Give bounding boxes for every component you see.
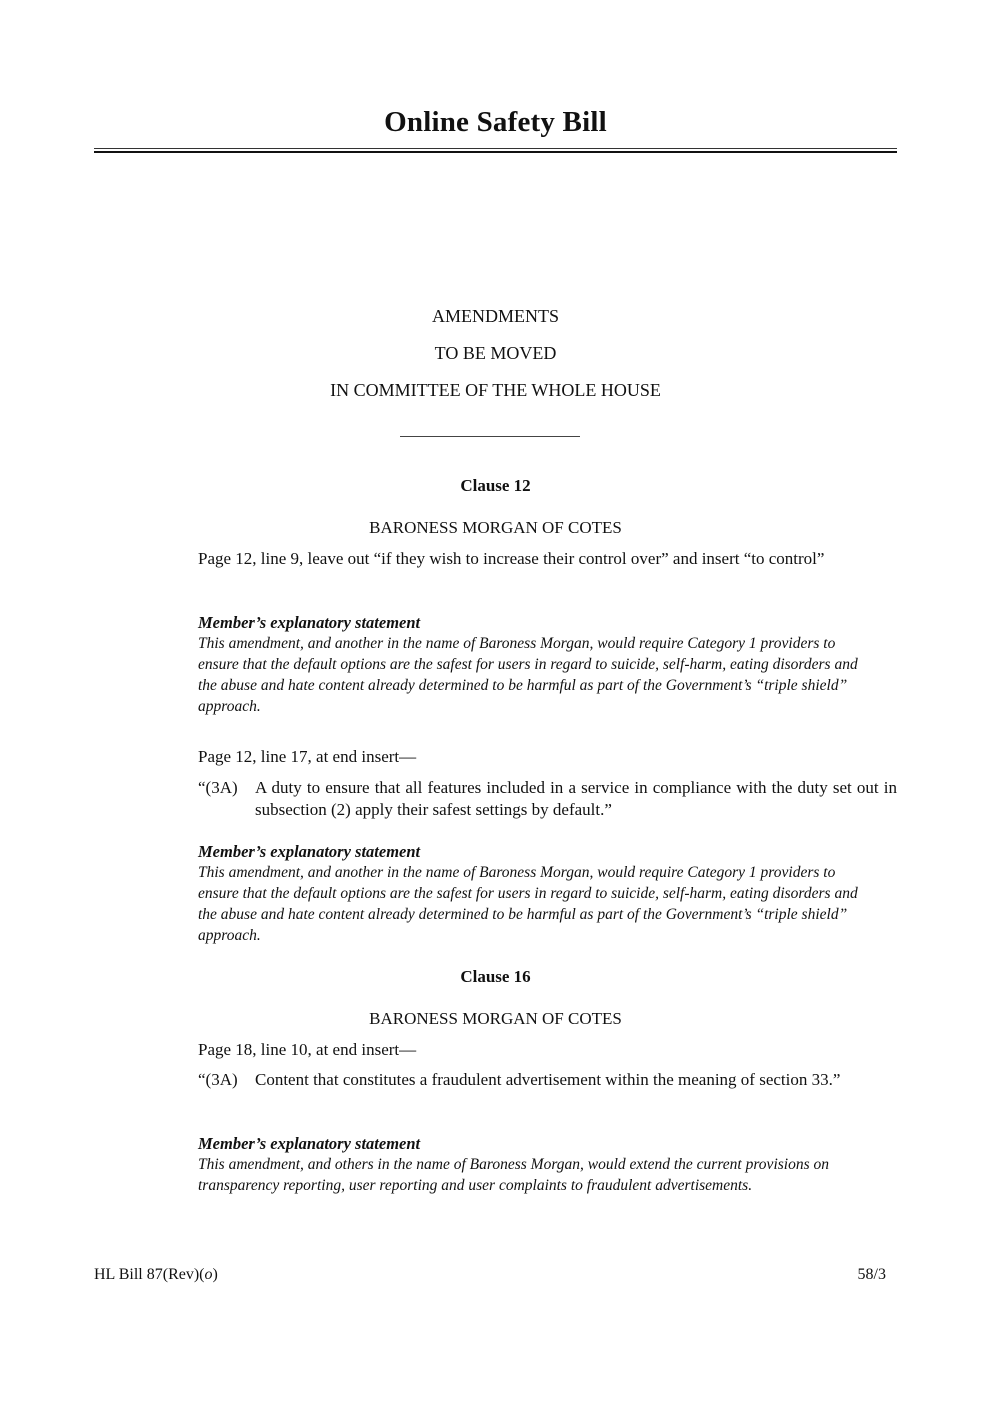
heading-line-2: TO BE MOVED bbox=[434, 343, 557, 363]
insert-number: “(3A) bbox=[198, 1070, 238, 1089]
title-rule-thick bbox=[94, 151, 897, 153]
clause-heading: Clause 16 bbox=[460, 967, 531, 986]
bill-ref-suffix: ) bbox=[212, 1266, 218, 1283]
explanatory-text: This amendment, and others in the name of Baroness Morgan, would extend the current provisions on transparency reporting, user reporting and user complaints to fraudulent advertisements. bbox=[198, 1156, 829, 1194]
title-rule-thin bbox=[94, 148, 897, 149]
bill-ref-italic: o bbox=[204, 1266, 213, 1283]
bill-ref-prefix: HL Bill 87(Rev)( bbox=[94, 1266, 205, 1283]
bill-reference bbox=[94, 1266, 218, 1284]
member-name: BARONESS MORGAN OF COTES bbox=[369, 1009, 622, 1028]
insert-text: Content that constitutes a fraudulent advertisement within the meaning of section 33.” bbox=[255, 1070, 841, 1089]
amendment-instruction: Page 18, line 10, at end insert— bbox=[198, 1040, 417, 1059]
amendment-instruction: Page 12, line 17, at end insert— bbox=[198, 747, 417, 766]
insert-text: A duty to ensure that all features included in a service in compliance with the duty set out in subsection (2) apply their safest settings by default.” bbox=[255, 778, 897, 819]
clause-heading: Clause 12 bbox=[460, 476, 531, 495]
member-name: BARONESS MORGAN OF COTES bbox=[369, 518, 622, 537]
heading-line-1: AMENDMENTS bbox=[431, 306, 559, 326]
insert-number: “(3A) bbox=[198, 778, 238, 797]
explanatory-heading: Member’s explanatory statement bbox=[198, 613, 421, 632]
explanatory-statement bbox=[198, 1133, 868, 1196]
heading-line-3: IN COMMITTEE OF THE WHOLE HOUSE bbox=[330, 380, 661, 400]
heading-divider bbox=[400, 436, 580, 437]
explanatory-statement bbox=[198, 612, 868, 717]
amendment-instruction: Page 12, line 9, leave out “if they wish to increase their control over” and insert “to control” bbox=[198, 549, 825, 568]
inserted-text bbox=[198, 1069, 897, 1091]
explanatory-text: This amendment, and another in the name of Baroness Morgan, would require Category 1 providers to ensure that the default options are the safest for users in regard to suicide, self-harm, eating disorders and the abuse and hate content already determined to be harmful as part of the Government’s “triple shield” approach. bbox=[198, 635, 858, 715]
explanatory-text: This amendment, and another in the name of Baroness Morgan, would require Category 1 providers to ensure that the default options are the safest for users in regard to suicide, self-harm, eating disorders and the abuse and hate content already determined to be harmful as part of the Government’s “triple shield” approach. bbox=[198, 864, 858, 944]
bill-title: Online Safety Bill bbox=[384, 106, 607, 138]
page-reference: 58/3 bbox=[857, 1266, 886, 1283]
explanatory-heading: Member’s explanatory statement bbox=[198, 1134, 421, 1153]
explanatory-heading: Member’s explanatory statement bbox=[198, 842, 421, 861]
explanatory-statement bbox=[198, 841, 868, 946]
inserted-text bbox=[198, 777, 897, 821]
